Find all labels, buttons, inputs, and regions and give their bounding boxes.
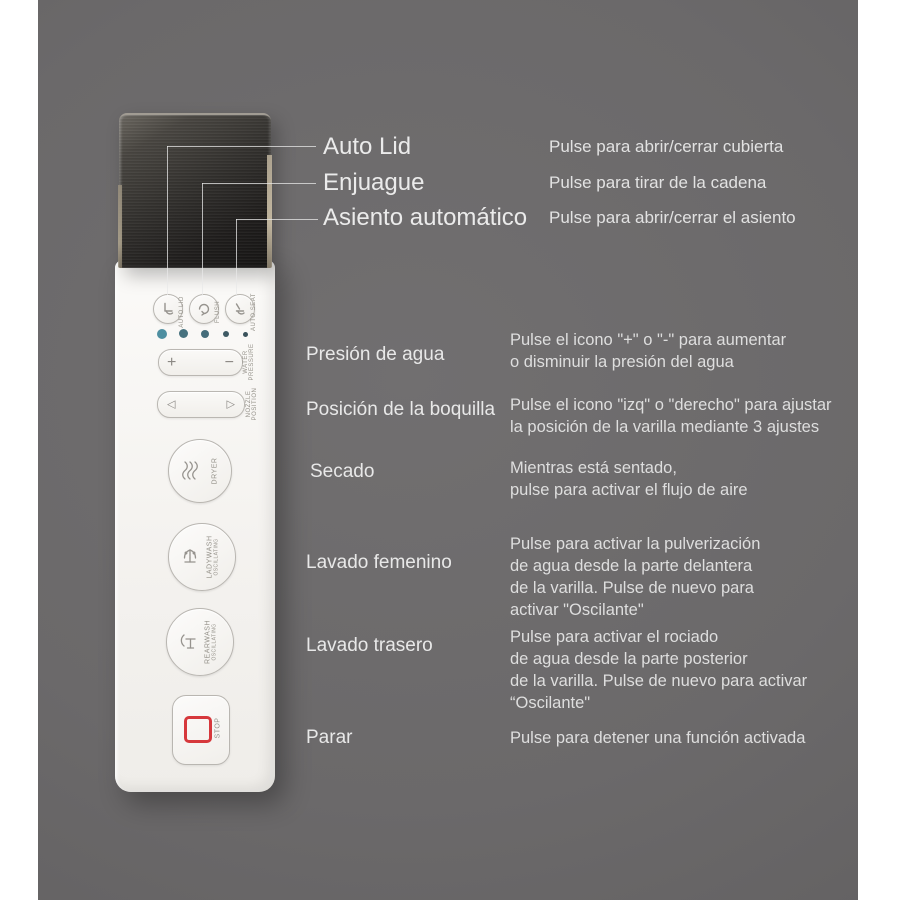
- description-line: activar "Oscilante": [510, 601, 644, 619]
- callout-label-auto-lid: Auto Lid: [323, 133, 412, 160]
- callout-desc-enjuague: Pulse para tirar de la cadena: [549, 173, 767, 192]
- callout-line-auto-seat-vertical: [236, 219, 237, 295]
- led-2: [179, 329, 188, 338]
- function-desc-lavado-femenino: [510, 533, 760, 621]
- description-line: de agua desde la parte delantera: [510, 557, 753, 575]
- nozzle-position-rocker[interactable]: [157, 391, 245, 418]
- nozzle-right-icon[interactable]: ▷: [226, 398, 235, 410]
- rearwash-spray-icon: [176, 629, 202, 655]
- callout-line-auto-lid-vertical: [167, 146, 168, 295]
- nozzle-left-icon[interactable]: ◁: [167, 398, 176, 410]
- led-4: [223, 331, 229, 337]
- callout-label-enjuague: Enjuague: [323, 169, 425, 196]
- description-line: Mientras está sentado,: [510, 459, 677, 477]
- description-line: Pulse para activar la pulverización: [510, 535, 761, 553]
- rearwash-button[interactable]: [166, 608, 234, 676]
- callout-line-auto-lid-horizontal: [167, 146, 316, 147]
- flush-button-label: FLUSH: [215, 300, 221, 324]
- function-desc-parar: [510, 727, 805, 749]
- description-line: pulse para activar el flujo de aire: [510, 481, 748, 499]
- toilet-seat-icon: [233, 302, 247, 316]
- function-desc-secado: [510, 457, 748, 501]
- function-desc-posicion-de-la-boquilla: [510, 394, 832, 438]
- description-line: de la varilla. Pulse de nuevo para: [510, 579, 754, 597]
- callout-line-flush-horizontal: [202, 183, 316, 184]
- description-line: Pulse para detener una función activada: [510, 729, 806, 747]
- plus-icon[interactable]: +: [167, 353, 177, 371]
- dryer-button[interactable]: [168, 439, 232, 503]
- callout-label-asiento-automatico: Asiento automático: [323, 204, 528, 231]
- flush-swirl-icon: [197, 302, 211, 316]
- description-line: Pulse el icono "izq" o "derecho" para ajustar: [510, 396, 832, 414]
- description-line: “Oscilante": [510, 694, 591, 712]
- led-1: [157, 329, 167, 339]
- function-desc-presion-de-agua: [510, 329, 786, 373]
- ladywash-button[interactable]: [168, 523, 236, 591]
- rearwash-button-label: REARWASH OSCILLATING: [204, 619, 218, 665]
- description-line: la posición de la varilla mediante 3 ajustes: [510, 418, 820, 436]
- callout-desc-auto-lid: Pulse para abrir/cerrar cubierta: [549, 137, 784, 156]
- callout-desc-asiento-automatico: Pulse para abrir/cerrar el asiento: [549, 208, 796, 227]
- callout-line-flush-vertical: [202, 183, 203, 295]
- function-label-presion-de-agua: Presión de agua: [306, 344, 445, 365]
- minus-icon[interactable]: −: [224, 353, 234, 371]
- stop-button-label: STOP: [214, 717, 222, 739]
- function-label-posicion-de-la-boquilla: Posición de la boquilla: [306, 399, 496, 420]
- ladywash-spray-icon: [178, 544, 204, 570]
- water-pressure-label: WATER PRESSURE: [243, 343, 255, 381]
- auto-lid-button-label: AUTO LID: [179, 296, 185, 328]
- remote-control-body: [115, 260, 275, 792]
- dryer-air-icon: [177, 458, 203, 484]
- callout-line-auto-seat-horizontal: [236, 219, 318, 220]
- nozzle-position-label: NOZZLE POSITION: [246, 387, 258, 421]
- description-line: o disminuir la presión del agua: [510, 353, 734, 371]
- toilet-lid-open-icon: [161, 302, 175, 316]
- description-line: de la varilla. Pulse de nuevo para activar: [510, 672, 808, 690]
- led-5: [243, 332, 248, 337]
- stop-square-icon: [184, 716, 212, 743]
- description-line: Pulse el icono "+" o "-" para aumentar: [510, 331, 787, 349]
- water-pressure-rocker[interactable]: [158, 349, 243, 376]
- stop-button[interactable]: [172, 695, 230, 765]
- description-line: de agua desde la parte posterior: [510, 650, 748, 668]
- remote-metal-cover: [119, 113, 271, 268]
- function-label-secado: Secado: [310, 461, 375, 482]
- ladywash-button-label: LADYWASH OSCILLATING: [206, 535, 220, 579]
- description-line: Pulse para activar el rociado: [510, 628, 719, 646]
- function-label-lavado-femenino: Lavado femenino: [306, 552, 452, 573]
- function-label-lavado-trasero: Lavado trasero: [306, 635, 433, 656]
- function-desc-lavado-trasero: [510, 626, 807, 714]
- dryer-button-label: DRYER: [211, 457, 219, 485]
- auto-seat-button-label: AUTO SEAT: [251, 293, 257, 331]
- led-3: [201, 330, 209, 338]
- function-label-parar: Parar: [306, 727, 353, 748]
